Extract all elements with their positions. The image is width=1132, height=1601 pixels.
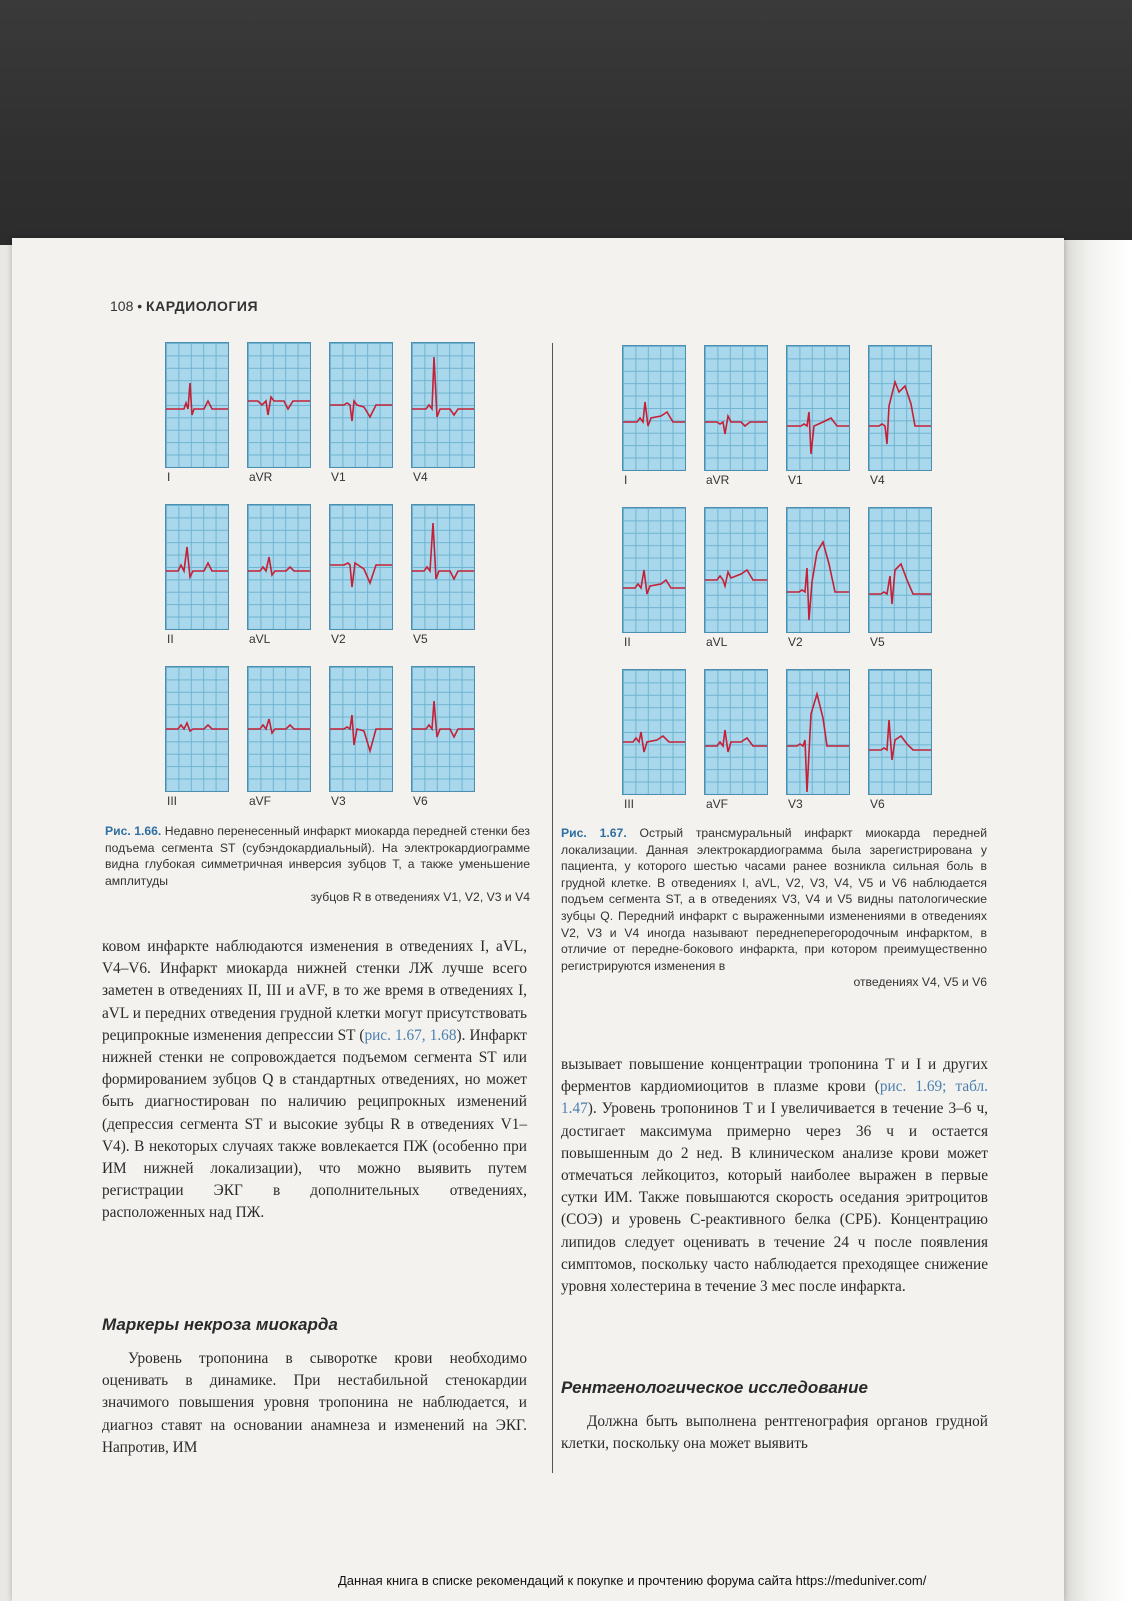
ecg-trace — [869, 346, 931, 470]
fig67-ecg-tile-v6 — [868, 669, 932, 795]
fig66-lead-label-v5: V5 — [413, 632, 428, 646]
ecg-trace — [705, 508, 767, 632]
ecg-trace — [787, 508, 849, 632]
fig67-lead-label-v4: V4 — [870, 473, 885, 487]
ecg-trace — [248, 505, 310, 629]
ecg-trace — [330, 505, 392, 629]
table-reference-link[interactable]: рис. 1.69; табл. 1.47 — [561, 1078, 988, 1118]
ecg-trace — [869, 670, 931, 794]
fig66-ecg-tile-iii — [165, 666, 229, 792]
left-column-text-2 — [102, 1348, 527, 1459]
fig66-ecg-tile-v3 — [329, 666, 393, 792]
fig67-lead-label-v2: V2 — [788, 635, 803, 649]
page-edge-shadow — [1062, 240, 1132, 1601]
figure-reference-link[interactable]: рис. 1.67, 1.68 — [364, 1026, 457, 1044]
fig66-ecg-tile-avl — [247, 504, 311, 630]
fig67-lead-label-v5: V5 — [870, 635, 885, 649]
footer-note: Данная книга в списке рекомендаций к покупке и прочтению форума сайта https://meduniver.com/ — [338, 1573, 927, 1588]
column-divider — [552, 343, 553, 1473]
fig67-lead-label-avl: aVL — [706, 635, 728, 649]
figure-1-66-caption — [105, 823, 530, 906]
ecg-trace — [705, 670, 767, 794]
running-head — [110, 298, 258, 314]
left-paragraph-1 — [102, 936, 527, 1225]
head-bullet: • — [137, 298, 143, 314]
right-paragraph-2: Должна быть выполнена рентгенография органов грудной клетки, поскольку она может выявить — [561, 1413, 988, 1453]
ecg-trace — [330, 667, 392, 791]
right-para1-part-a: вызывает повышение концентрации тропонина T и I и других ферментов кардиомиоцитов в плазме крови ( — [561, 1056, 988, 1096]
ecg-trace — [166, 667, 228, 791]
figure-1-67-caption-text: Острый трансмуральный инфаркт миокарда передней локализации. Данная электрокардиограмма была зарегистрирована у пациента, у которого шестью часами ранее возникла сильная боль в грудной клетке. В отведениях I, aVL, V2, V3, V4, V5 и V6 наблюдается подъем сегмента ST, а в отведениях V3, V4 и V5 видны патологические зубцы Q. Передний инфаркт с выраженными изменениями в отведениях V2, V3 и V4 иногда называют переднеперегородочным инфарктом, в отличие от передне-бокового инфаркта, при котором преимущественно регистрируются изменения в — [561, 826, 987, 973]
left-column-text — [102, 936, 527, 1225]
fig66-lead-label-v2: V2 — [331, 632, 346, 646]
scanner-dark-background — [0, 0, 1132, 245]
figure-1-67-caption — [561, 825, 987, 991]
fig67-ecg-tile-ii — [622, 507, 686, 633]
fig67-lead-label-avr: aVR — [706, 473, 730, 487]
fig67-ecg-tile-v4 — [868, 345, 932, 471]
ecg-trace — [623, 508, 685, 632]
ecg-trace — [787, 346, 849, 470]
right-paragraph-1 — [561, 1054, 988, 1298]
page-number: 108 — [110, 298, 134, 314]
fig66-lead-label-avl: aVL — [249, 632, 271, 646]
fig67-lead-label-v3: V3 — [788, 797, 803, 811]
fig66-ecg-tile-v5 — [411, 504, 475, 630]
figure-1-66-caption-text: Недавно перенесенный инфаркт миокарда передней стенки без подъема сегмента ST (субэндокардиальный). На электрокардиограмме видна глубокая симметричная инверсия зубцов T, а также уменьшение амплитуды — [105, 824, 530, 888]
figure-1-67-label: Рис. 1.67. — [561, 826, 627, 840]
fig67-lead-label-v6: V6 — [870, 797, 885, 811]
fig67-lead-label-avf: aVF — [706, 797, 729, 811]
fig66-lead-label-i: I — [167, 470, 171, 484]
fig67-ecg-tile-v5 — [868, 507, 932, 633]
fig67-ecg-tile-avf — [704, 669, 768, 795]
ecg-trace — [869, 508, 931, 632]
left-para1-part-a: ковом инфаркте наблюдаются изменения в отведениях I, aVL, V4–V6. Инфаркт миокарда нижней стенки ЛЖ лучше всего заметен в отведениях II, III и aVF, в то же время в отведениях I, aVL и передних отведения грудной клетки могут присутствовать реципрокные изменения депрессии ST ( — [102, 938, 527, 1044]
fig66-ecg-tile-v6 — [411, 666, 475, 792]
ecg-trace — [166, 343, 228, 467]
fig66-ecg-tile-ii — [165, 504, 229, 630]
fig67-ecg-tile-iii — [622, 669, 686, 795]
figure-1-67-caption-last: отведениях V4, V5 и V6 — [853, 975, 987, 990]
fig66-lead-label-avf: aVF — [249, 794, 272, 808]
ecg-trace — [623, 670, 685, 794]
fig67-lead-label-ii: II — [624, 635, 631, 649]
ecg-trace — [412, 667, 474, 791]
fig66-ecg-tile-v2 — [329, 504, 393, 630]
fig66-ecg-tile-avf — [247, 666, 311, 792]
fig66-ecg-tile-avr — [247, 342, 311, 468]
ecg-trace — [412, 505, 474, 629]
section-title: КАРДИОЛОГИЯ — [146, 298, 259, 314]
book-page — [12, 238, 1064, 1601]
heading-necrosis-markers: Маркеры некроза миокарда — [102, 1315, 338, 1334]
left-paragraph-2: Уровень тропонина в сыворотке крови необходимо оценивать в динамике. При нестабильной стенокардии значимого повышения уровня тропонина не наблюдается, и диагноз ставят на основании анамнеза и изменений на ЭКГ. Напротив, ИМ — [102, 1350, 527, 1456]
left-para1-part-b: ). Инфаркт нижней стенки не сопровождается подъемом сегмента ST или формированием зубцов Q в стандартных отведениях, но может быть диагностирован по наличию реципрокных изменений (депрессия сегмента ST и высокие зубцы R в отведениях V1–V4). В некоторых случаях также вовлекается ПЖ (особенно при ИМ нижней локализации), что можно выявить путем регистрации ЭКГ в дополнительных отведениях, расположенных над ПЖ. — [102, 1026, 527, 1222]
figure-1-66-caption-last: зубцов R в отведениях V1, V2, V3 и V4 — [310, 890, 530, 905]
fig67-ecg-tile-avr — [704, 345, 768, 471]
fig66-lead-label-v4: V4 — [413, 470, 428, 484]
right-para1-part-b: ). Уровень тропонинов T и I увеличивается в течение 3–6 ч, достигает максимума примерно через 36 ч и остается повышенным до 2 нед. В клиническом анализе крови может отмечаться лейкоцитоз, который наиболее выражен в первые сутки ИМ. Также повышаются скорость оседания эритроцитов (СОЭ) и уровень С-реактивного белка (СРБ). Концентрацию липидов следует оценивать в течение 24 ч после появления симптомов, поскольку часто наблюдается преходящее снижение уровня холестерина в течение 3 мес после инфаркта. — [561, 1100, 988, 1296]
fig66-lead-label-iii: III — [167, 794, 178, 808]
ecg-trace — [330, 343, 392, 467]
fig66-ecg-tile-v1 — [329, 342, 393, 468]
ecg-trace — [412, 343, 474, 467]
figure-1-66-label: Рис. 1.66. — [105, 824, 162, 838]
fig66-lead-label-ii: II — [167, 632, 174, 646]
ecg-trace — [787, 670, 849, 794]
fig67-lead-label-iii: III — [624, 797, 635, 811]
ecg-trace — [705, 346, 767, 470]
fig67-ecg-tile-i — [622, 345, 686, 471]
fig67-ecg-tile-v1 — [786, 345, 850, 471]
fig66-lead-label-v6: V6 — [413, 794, 428, 808]
heading-xray: Рентгенологическое исследование — [561, 1378, 868, 1397]
ecg-trace — [248, 667, 310, 791]
fig66-ecg-tile-i — [165, 342, 229, 468]
right-column-text — [561, 1054, 988, 1298]
fig66-lead-label-avr: aVR — [249, 470, 273, 484]
ecg-trace — [248, 343, 310, 467]
fig67-ecg-tile-v2 — [786, 507, 850, 633]
fig66-ecg-tile-v4 — [411, 342, 475, 468]
fig66-lead-label-v1: V1 — [331, 470, 346, 484]
fig66-lead-label-v3: V3 — [331, 794, 346, 808]
fig67-ecg-tile-v3 — [786, 669, 850, 795]
fig67-ecg-tile-avl — [704, 507, 768, 633]
ecg-trace — [623, 346, 685, 470]
fig67-lead-label-i: I — [624, 473, 628, 487]
fig67-lead-label-v1: V1 — [788, 473, 803, 487]
ecg-trace — [166, 505, 228, 629]
right-column-text-2 — [561, 1411, 988, 1455]
